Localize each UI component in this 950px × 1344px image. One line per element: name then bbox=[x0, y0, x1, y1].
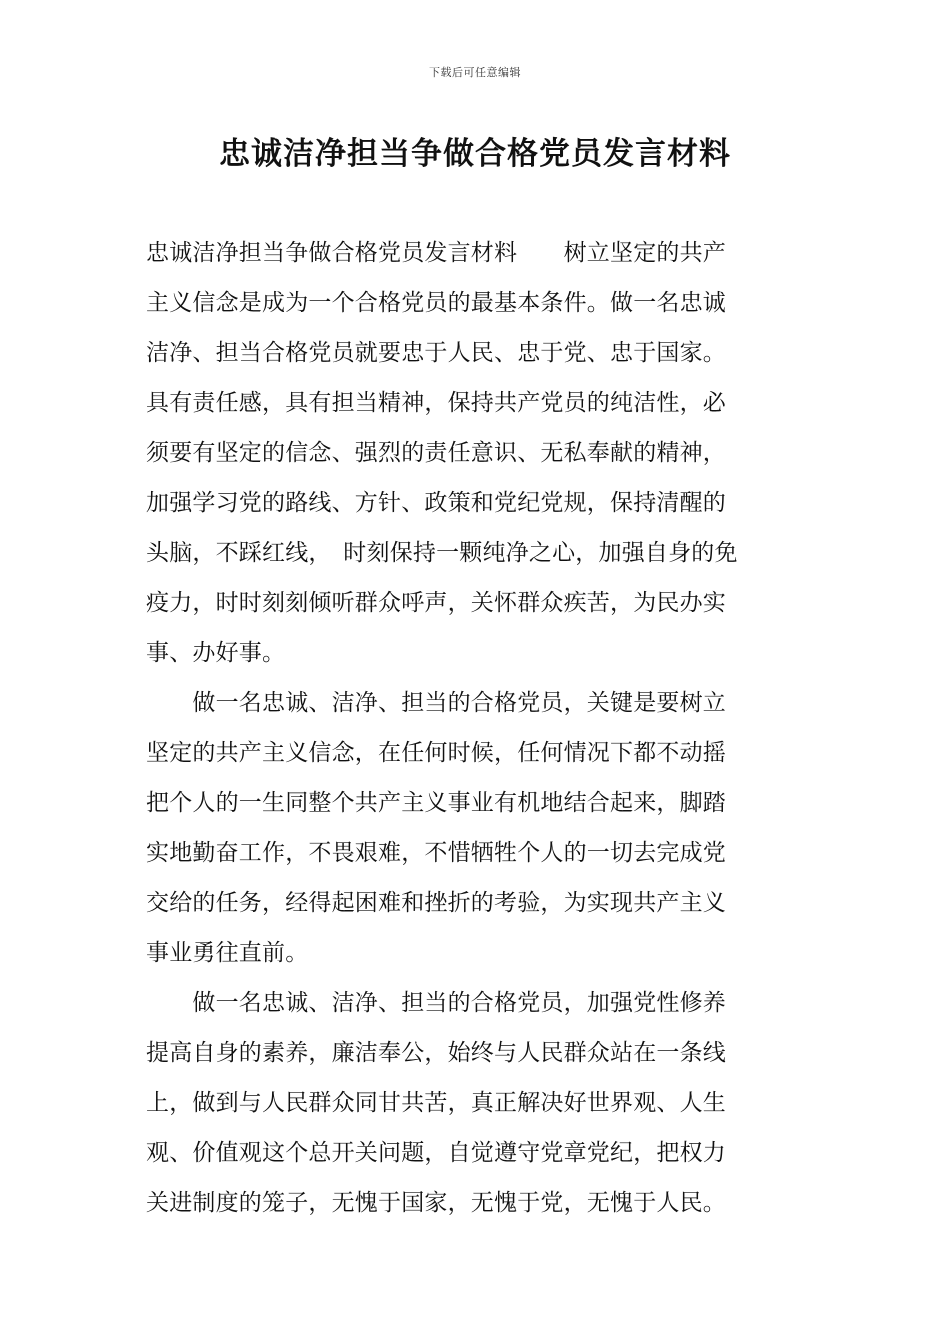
document-body bbox=[146, 228, 808, 1228]
text-line: 忠诚洁净担当争做合格党员发言材料 树立坚定的共产 bbox=[146, 240, 726, 266]
paragraph-2 bbox=[146, 678, 808, 978]
text-line: 观、价值观这个总开关问题，自觉遵守党章党纪，把权力 bbox=[146, 1140, 726, 1166]
text-line: 做一名忠诚、洁净、担当的合格党员，关键是要树立 bbox=[146, 690, 726, 716]
text-line: 做一名忠诚、洁净、担当的合格党员，加强党性修养 bbox=[146, 990, 726, 1016]
text-line: 事业勇往直前。 bbox=[146, 940, 309, 966]
text-line: 须要有坚定的信念、强烈的责任意识、无私奉献的精神， bbox=[146, 440, 726, 466]
document-title: 忠诚洁净担当争做合格党员发言材料 bbox=[219, 136, 731, 172]
text-line: 具有责任感，具有担当精神，保持共产党员的纯洁性，必 bbox=[146, 390, 726, 416]
paragraph-3 bbox=[146, 978, 808, 1228]
text-line: 洁净、担当合格党员就要忠于人民、忠于党、忠于国家。 bbox=[146, 340, 726, 366]
text-line: 加强学习党的路线、方针、政策和党纪党规，保持清醒的 bbox=[146, 490, 726, 516]
text-line: 把个人的一生同整个共产主义事业有机地结合起来，脚踏 bbox=[146, 790, 726, 816]
header-note: 下载后可任意编辑 bbox=[429, 66, 521, 79]
text-line: 实地勤奋工作，不畏艰难，不惜牺牲个人的一切去完成党 bbox=[146, 840, 726, 866]
text-line: 坚定的共产主义信念，在任何时候，任何情况下都不动摇 bbox=[146, 740, 726, 766]
paragraph-1 bbox=[146, 228, 808, 678]
text-line: 提高自身的素养，廉洁奉公，始终与人民群众站在一条线 bbox=[146, 1040, 726, 1066]
text-line: 事、办好事。 bbox=[146, 640, 286, 666]
text-line: 上，做到与人民群众同甘共苦，真正解决好世界观、人生 bbox=[146, 1090, 726, 1116]
text-line: 交给的任务，经得起困难和挫折的考验，为实现共产主义 bbox=[146, 890, 726, 916]
text-line: 主义信念是成为一个合格党员的最基本条件。做一名忠诚 bbox=[146, 290, 726, 316]
text-line: 疫力，时时刻刻倾听群众呼声，关怀群众疾苦，为民办实 bbox=[146, 590, 726, 616]
text-line: 关进制度的笼子，无愧于国家，无愧于党，无愧于人民。 bbox=[146, 1190, 726, 1216]
text-line: 头脑，不踩红线， 时刻保持一颗纯净之心，加强自身的免 bbox=[146, 540, 738, 566]
